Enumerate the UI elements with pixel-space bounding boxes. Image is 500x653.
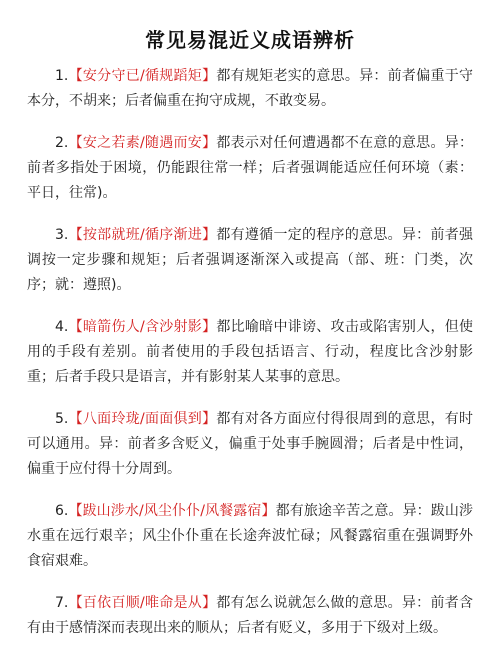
- entry-term: 【百依百顺/唯命是从】: [68, 595, 217, 611]
- entry-term: 【安分守已/循规蹈矩】: [68, 68, 217, 84]
- list-item: [27, 591, 473, 641]
- entry-term: 【安之若素/随遇而安】: [68, 135, 217, 151]
- entry-list: [27, 64, 473, 641]
- list-item: [27, 223, 473, 298]
- list-item: [27, 64, 473, 114]
- entry-number: 2.: [55, 135, 69, 151]
- page-title: 常见易混近义成语辨析: [145, 28, 355, 52]
- list-item: [27, 499, 473, 574]
- entry-text: 都有对各方面应付得很周到的意思，有时可以通用。异：前者多含贬义，偏重于处事手腕圆滑；后者是中性词，偏重于应付得十分周到。: [27, 411, 474, 477]
- entry-number: 3.: [55, 227, 69, 243]
- entry-number: 1.: [55, 68, 69, 84]
- entry-term: 【跋山涉水/风尘仆仆/风餐露宿】: [68, 503, 276, 519]
- entry-number: 6.: [55, 503, 69, 519]
- entry-text: 都有旅途辛苦之意。异：跋山涉水重在远行艰辛；风尘仆仆重在长途奔波忙碌；风餐露宿重在强调野外食宿艰难。: [27, 503, 473, 569]
- list-item: [27, 131, 473, 206]
- entry-term: 【暗箭伤人/含沙射影】: [68, 319, 217, 335]
- entry-number: 7.: [55, 595, 69, 611]
- entry-number: 4.: [55, 319, 69, 335]
- entry-text: 都表示对任何遭遇都不在意的意思。异：前者多指处于困境，仍能跟往常一样；后者强调能适应任何环境（素：平日，往常)。: [27, 135, 474, 201]
- entry-text: 都有规矩老实的意思。异：前者偏重于守本分，不胡来；后者偏重在拘守成规，不敢变易。: [27, 68, 474, 109]
- entry-number: 5.: [55, 411, 69, 427]
- entry-term: 【按部就班/循序渐进】: [68, 227, 217, 243]
- list-item: [27, 315, 473, 390]
- entry-text: 都比喻暗中诽谤、攻击或陷害别人，但使用的手段有差别。前者使用的手段包括语言、行动，程度比含沙射影重；后者手段只是语言，并有影射某人某事的意思。: [27, 319, 474, 385]
- entry-text: 都有怎么说就怎么做的意思。异：前者含有由于感情深而表现出来的顺从；后者有贬义，多用于下级对上级。: [27, 595, 474, 636]
- entry-text: 都有遵循一定的程序的意思。异：前者强调按一定步骤和规矩；后者强调逐渐深入或提高（部、班：门类，次序；就：遵照)。: [27, 227, 474, 293]
- list-item: [27, 407, 473, 482]
- entry-term: 【八面玲珑/面面俱到】: [68, 411, 217, 427]
